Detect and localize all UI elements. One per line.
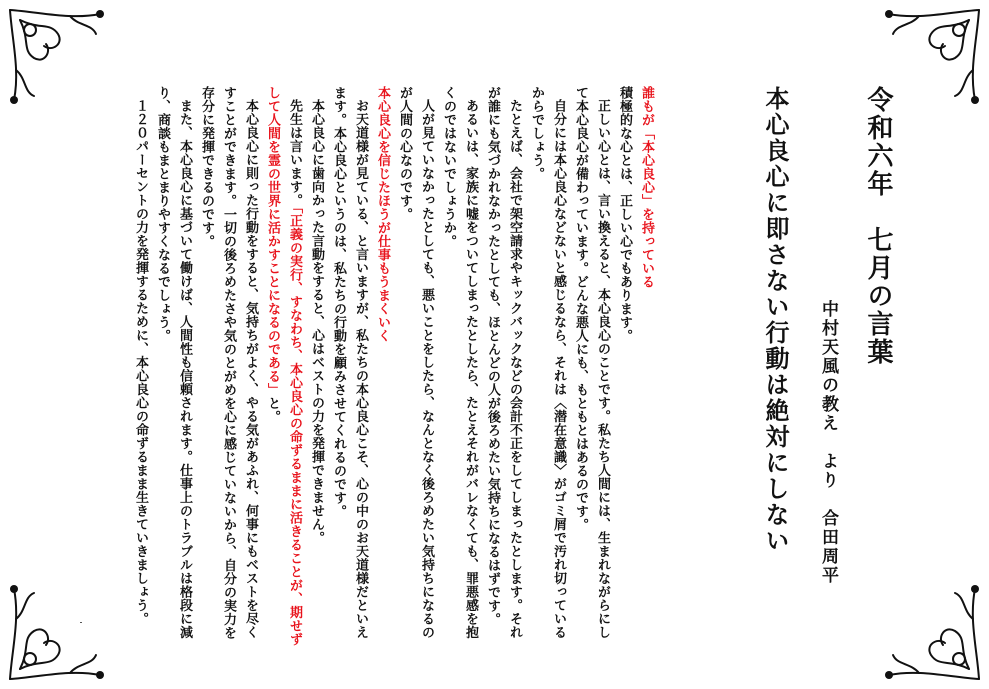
- body-paragraph: 正しい心とは、言い換えると、本心良心のことです。私たち人間には、生まれながらにして本心良心が備わっています。どんな悪人にも、もともとはあるのです。: [573, 86, 610, 639]
- quote-paragraph: [261, 86, 305, 646]
- body-paragraph: たとえば、会社で架空請求やキックバックなどの会計不正をしてしまったとします。それが誰にも気づかれなかったとしても、ほとんどの人が後ろめたい気持ちになるはずです。: [485, 86, 522, 639]
- document-title: 本心良心に即さない行動は絶対にしない: [761, 86, 790, 554]
- stray-mark: [80, 622, 82, 623]
- quote-lead: 先生は言います。: [287, 99, 302, 207]
- body-paragraph: また、本心良心に基づいて働けば、人間性も信頼されます。仕事上のトラブルは格段に減り、商談もまとまりやすくなるでしょう。: [155, 86, 192, 639]
- body-paragraph: 自分には本心良心などないと感じるなら、それは〈潜在意識〉がゴミ屑で汚れ切っているからでしょう。: [529, 86, 566, 639]
- body-paragraph: 人が見ていなかったとしても、悪いことをしたら、なんとなく後ろめたい気持ちになるのが人間の心なのです。: [397, 86, 434, 639]
- document-header: 令和六年 七月の言葉: [863, 86, 893, 366]
- body-paragraph: 積極的な心とは、正しい心でもあります。: [617, 86, 632, 343]
- attribution: 中村天風の教え より 合田周平: [818, 300, 838, 585]
- body-paragraph: １２０パーセントの力を発揮するために、本心良心の命ずるまま生きていきましょう。: [133, 99, 148, 626]
- document-body: [97, 86, 657, 646]
- body-paragraph: 本心良心に歯向かった言動をすると、心はベストの力を発揮できません。: [309, 99, 324, 545]
- quote-highlight: 「正義の実行、すなわち、本心良心の命ずるままに活きることが、期せずして人間を霊の世界に活かすことになるのである」: [265, 86, 302, 646]
- body-paragraph: 本心良心に則った行動をすると、気持ちがよく、やる気があふれ、何事にもベストを尽くすことができます。一切の後ろめたさや気のとがめを心に感じていないから、自分の実力を存分に発揮できるのです。: [199, 86, 258, 640]
- section-heading: 本心良心を信じたほうが仕事もうまくいく: [375, 86, 390, 343]
- quote-tail: と。: [265, 396, 280, 424]
- body-paragraph: あるいは、家族に嘘をついてしまったとしたら、たとえそれがバレなくても、罪悪感を抱くのではないでしょうか。: [441, 86, 478, 639]
- corner-ornament-bottom-right: [869, 569, 989, 689]
- section-heading: 誰もが「本心良心」を持っている: [639, 86, 654, 289]
- body-paragraph: お天道様が見ている、と言いますが、私たちの本心良心こそ、心の中のお天道様だといえます。本心良心というのは、私たちの行動を顧みさせてくれるのです。: [331, 86, 368, 639]
